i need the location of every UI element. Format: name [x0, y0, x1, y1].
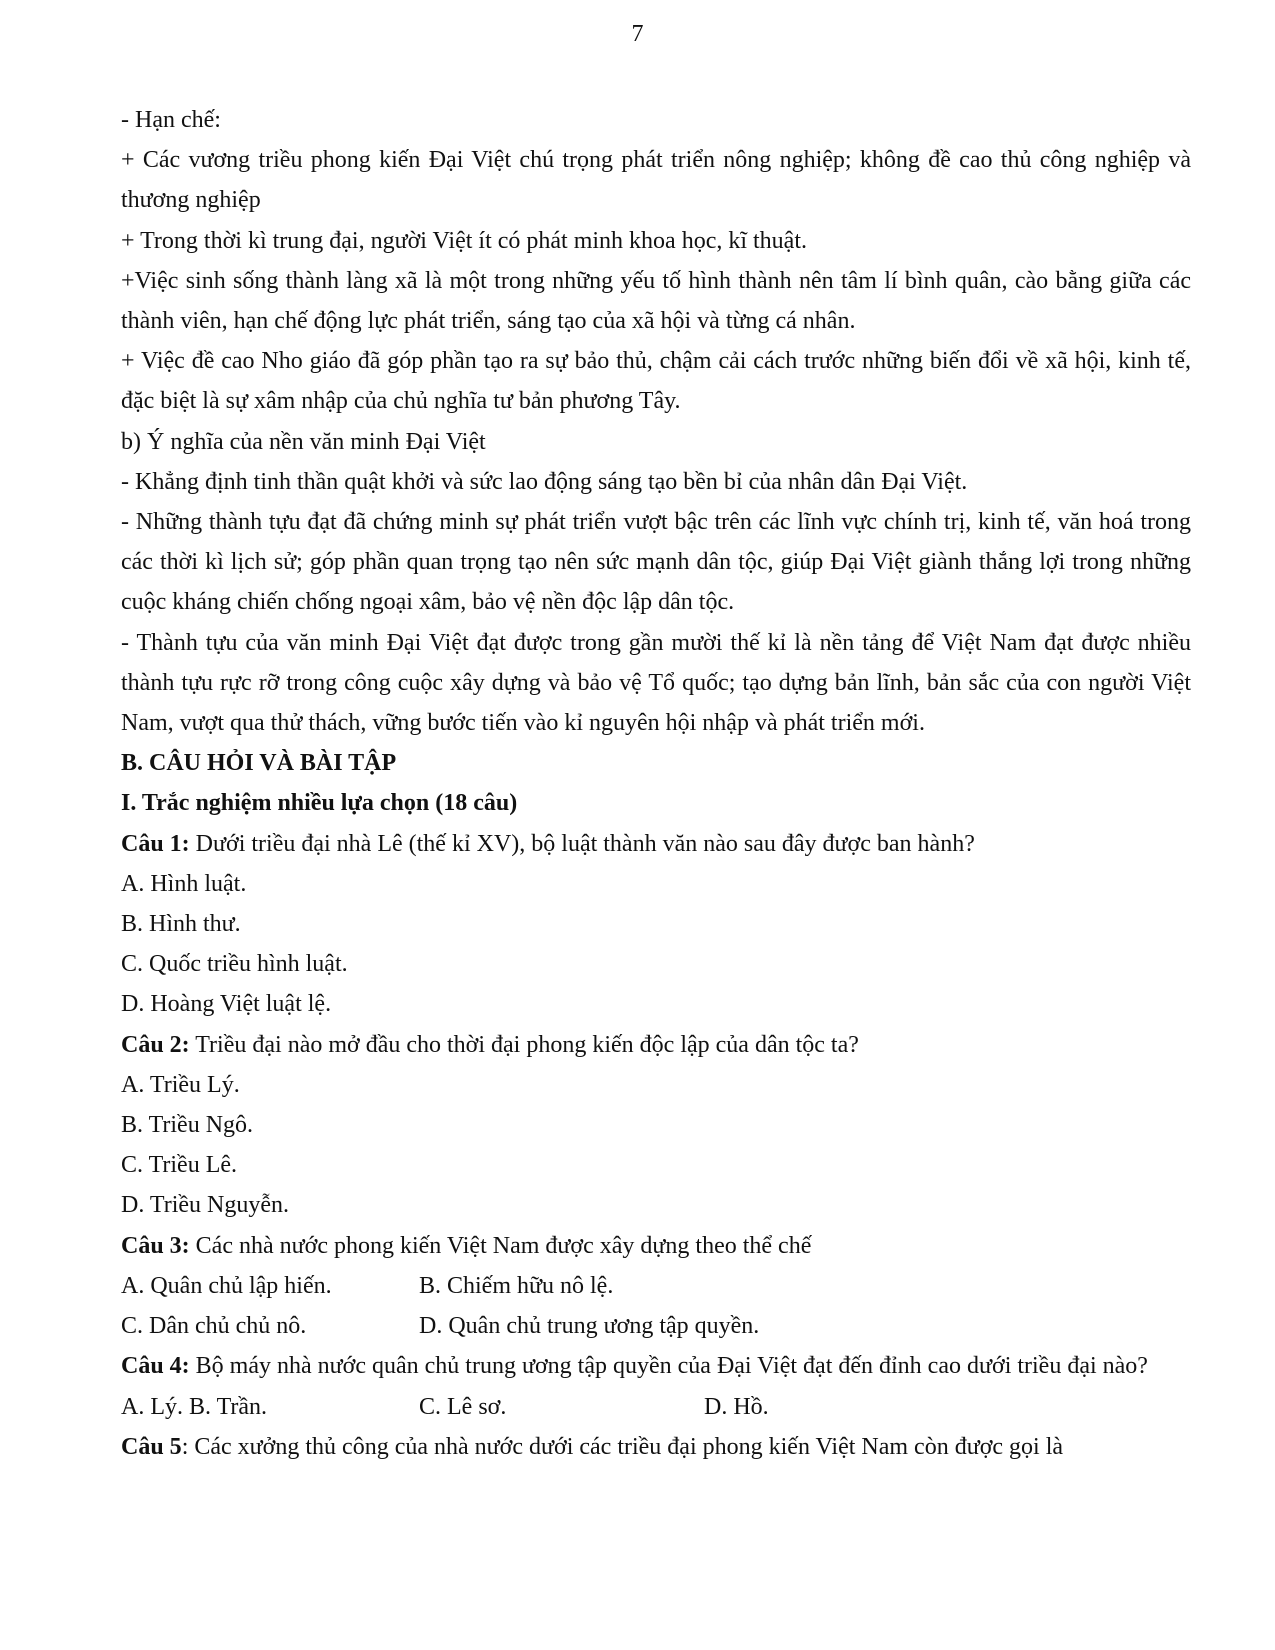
option-c: C. Triều Lê. — [121, 1152, 238, 1179]
significance-item: - Khẳng định tinh thần quật khởi và sức lao động sáng tạo bền bỉ của nhân dân Đại Việt. — [121, 468, 968, 495]
question-text: : Các xưởng thủ công của nhà nước dưới các triều đại phong kiến Việt Nam còn được gọi là — [181, 1433, 1064, 1460]
question-5 — [121, 1427, 1191, 1467]
question-text: Triều đại nào mở đầu cho thời đại phong kiến độc lập của dân tộc ta? — [189, 1031, 859, 1058]
option-a: A. Triều Lý. — [121, 1071, 240, 1098]
option-a: A. Quân chủ lập hiến. — [121, 1272, 332, 1299]
section-b-title: B. CÂU HỎI VÀ BÀI TẬP — [121, 750, 397, 777]
question-text: Bộ máy nhà nước quân chủ trung ương tập quyền của Đại Việt đạt đến đỉnh cao dưới triều đại nào? — [189, 1353, 1148, 1380]
significance-item: - Những thành tựu đạt đã chứng minh sự phát triển vượt bậc trên các lĩnh vực chính trị, kinh tế, văn hoá trong các thời kì lịch sử; góp phần quan trọng tạo nên sức mạnh dân tộc, giúp Đại Việt giành thắng lợi trong những cuộc kháng chiến chống ngoại xâm, bảo vệ nền độc lập dân tộc. — [121, 509, 1191, 616]
option-c: C. Dân chủ chủ nô. — [121, 1313, 307, 1340]
question-3 — [121, 1226, 1191, 1266]
limitation-item: +Việc sinh sống thành làng xã là một trong những yếu tố hình thành nên tâm lí bình quân, cào bằng giữa các thành viên, hạn chế động lực phát triển, sáng tạo của xã hội và từng cá nhân. — [121, 267, 1191, 335]
page-number: 7 — [631, 21, 644, 47]
significance-heading: b) Ý nghĩa của nền văn minh Đại Việt — [121, 428, 486, 455]
question-label: Câu 5 — [121, 1433, 182, 1460]
options-row — [121, 1266, 1191, 1306]
significance-item: - Thành tựu của văn minh Đại Việt đạt được trong gần mười thế kỉ là nền tảng để Việt Nam đạt được nhiều thành tựu rực rỡ trong công cuộc xây dựng và bảo vệ Tổ quốc; tạo dựng bản lĩnh, bản sắc của con người Việt Nam, vượt qua thử thách, vững bước tiến vào kỉ nguyên hội nhập và phát triển mới. — [121, 629, 1191, 737]
question-label: Câu 3: — [121, 1232, 190, 1259]
question-4 — [121, 1346, 1191, 1386]
options-row — [121, 1387, 1191, 1427]
question-text: Các nhà nước phong kiến Việt Nam được xây dựng theo thể chế — [189, 1232, 812, 1259]
question-1 — [121, 824, 1191, 864]
limitation-item: + Các vương triều phong kiến Đại Việt chú trọng phát triển nông nghiệp; không đề cao thủ công nghiệp và thương nghiệp — [121, 147, 1191, 214]
option-b: B. Hình thư. — [121, 911, 241, 938]
option-d: D. Hồ. — [704, 1393, 769, 1420]
option-c: C. Lê sơ. — [419, 1393, 507, 1420]
limitations-heading: - Hạn chế: — [121, 107, 221, 133]
question-label: Câu 1: — [121, 830, 190, 857]
question-text: Dưới triều đại nhà Lê (thế kỉ XV), bộ luật thành văn nào sau đây được ban hành? — [189, 830, 975, 857]
limitation-item: + Việc đề cao Nho giáo đã góp phần tạo ra sự bảo thủ, chậm cải cách trước những biến đổi về xã hội, kinh tế, đặc biệt là sự xâm nhập của chủ nghĩa tư bản phương Tây. — [121, 348, 1191, 415]
option-a-b: A. Lý. B. Trần. — [121, 1393, 268, 1420]
option-b: B. Triều Ngô. — [121, 1112, 254, 1139]
option-a: A. Hình luật. — [121, 870, 247, 897]
limitation-item: + Trong thời kì trung đại, người Việt ít có phát minh khoa học, kĩ thuật. — [121, 227, 808, 254]
question-2 — [121, 1025, 1191, 1065]
section-i-title: I. Trắc nghiệm nhiều lựa chọn (18 câu) — [121, 790, 518, 817]
question-label: Câu 4: — [121, 1353, 190, 1380]
option-d: D. Quân chủ trung ương tập quyền. — [419, 1313, 760, 1340]
options-row — [121, 1306, 1191, 1346]
option-d: D. Hoàng Việt luật lệ. — [121, 991, 332, 1018]
option-d: D. Triều Nguyễn. — [121, 1192, 290, 1219]
option-c: C. Quốc triều hình luật. — [121, 951, 348, 978]
document-body — [121, 100, 1191, 1467]
question-label: Câu 2: — [121, 1031, 190, 1058]
option-b: B. Chiếm hữu nô lệ. — [419, 1272, 614, 1299]
